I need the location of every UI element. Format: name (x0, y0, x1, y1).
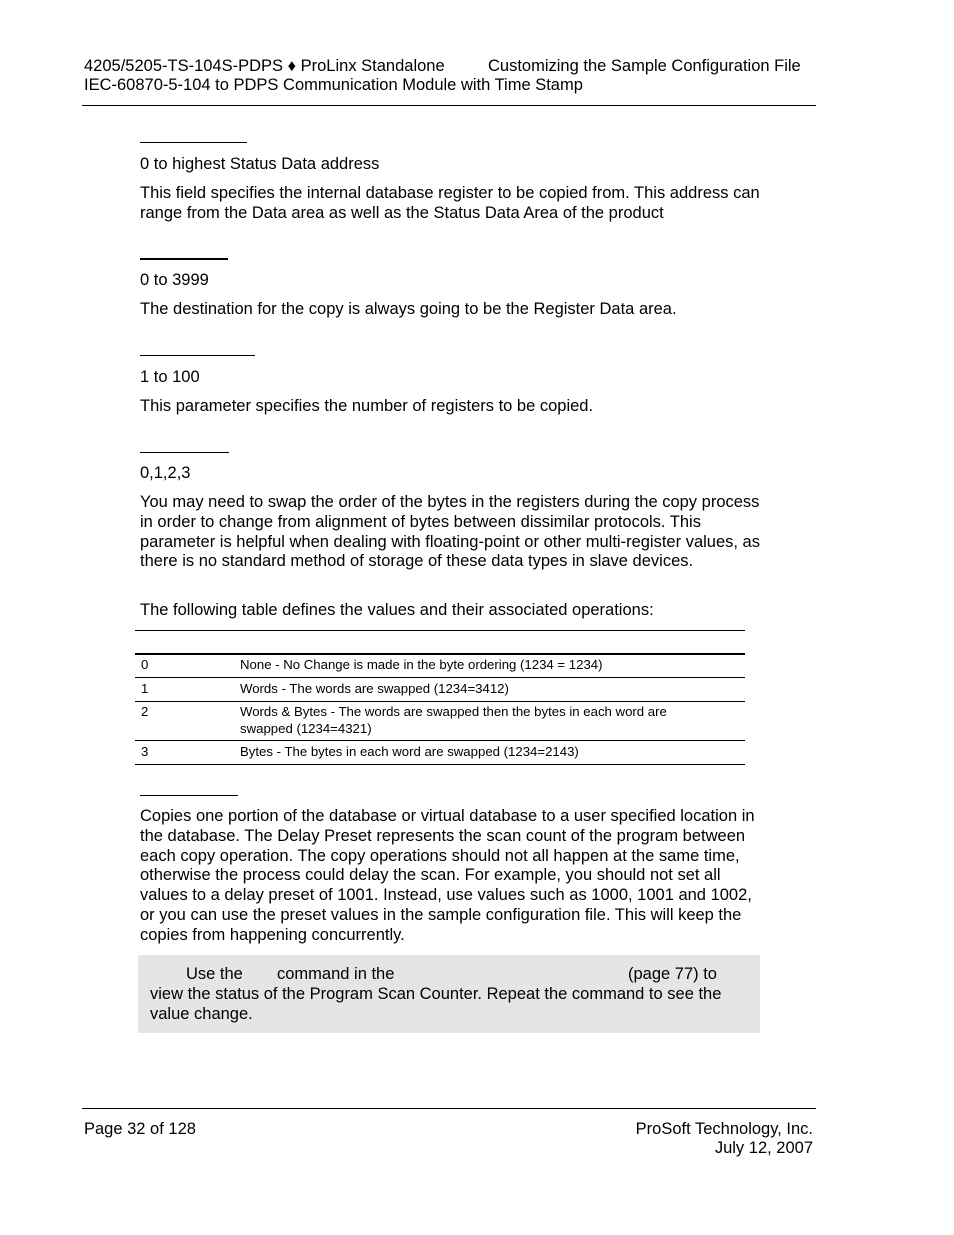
table-row-divider (135, 701, 745, 702)
header-product-title: 4205/5205-TS-104S-PDPS ♦ ProLinx Standalone (84, 57, 445, 75)
footer-page-number: Page 32 of 128 (84, 1120, 196, 1138)
footer-date: July 12, 2007 (714, 1139, 813, 1157)
section-heading-rule (140, 452, 229, 453)
table-row-divider (135, 740, 745, 741)
swap-operation: Words & Bytes - The words are swapped then the bytes in each word are swapped (1234=4321) (240, 704, 667, 736)
table-bottom-rule (135, 764, 745, 765)
header-chapter-title: Customizing the Sample Configuration File (488, 57, 801, 75)
swap-value: 2 (141, 704, 149, 719)
swap-operation: Bytes - The bytes in each word are swapped (1234=2143) (240, 744, 579, 759)
section-heading-rule (140, 258, 228, 260)
tip-note (138, 955, 760, 1033)
delay-preset-description: Copies one portion of the database or virtual database to a user specified location in the database. The Delay Preset represents the scan count of the program between each copy operation. The copy operations should not all happen at the same time, otherwise the process could delay the scan. For example, you should not set all values to a delay preset of 1001. Instead, use values such as 1000, 1001 and 1002, or you can use the preset values in the sample configuration file. This will keep the copies from happening concurrently. (140, 807, 755, 944)
section-heading-rule (140, 142, 247, 143)
section-range: 0 to highest Status Data address (140, 155, 380, 173)
swap-value: 1 (141, 681, 149, 696)
section-range: 0,1,2,3 (140, 464, 191, 482)
note-text-command-in-the: command in the (277, 965, 395, 983)
table-intro: The following table defines the values and their associated operations: (140, 601, 654, 619)
header-module-title: IEC-60870-5-104 to PDPS Communication Module with Time Stamp (84, 76, 583, 94)
header-divider (82, 105, 816, 106)
section-range: 0 to 3999 (140, 271, 209, 289)
table-header-rule (135, 653, 745, 655)
section-range: 1 to 100 (140, 368, 200, 386)
swap-operation: Words - The words are swapped (1234=3412) (240, 681, 509, 696)
table-top-rule (135, 630, 745, 631)
section-description: This field specifies the internal database register to be copied from. This address can range from the Data area as well as the Status Data Area of the product (140, 184, 760, 222)
section-heading-rule (140, 795, 238, 796)
section-description: You may need to swap the order of the bytes in the registers during the copy process in order to change from alignment of bytes between dissimilar protocols. This parameter is helpful when dealing with floating-point or other multi-register values, as there is no standard method of storage of these data types in slave devices. (140, 493, 760, 571)
section-heading-rule (140, 355, 255, 356)
table-row-divider (135, 677, 745, 678)
swap-value: 0 (141, 657, 149, 672)
note-text-page-ref: (page 77) to (628, 965, 717, 983)
note-text-body: view the status of the Program Scan Counter. Repeat the command to see the value change. (150, 985, 722, 1023)
section-description: This parameter specifies the number of registers to be copied. (140, 397, 594, 415)
footer-divider (82, 1108, 816, 1109)
swap-operation: None - No Change is made in the byte ordering (1234 = 1234) (240, 657, 603, 672)
footer-company: ProSoft Technology, Inc. (635, 1120, 813, 1138)
swap-value: 3 (141, 744, 149, 759)
section-description: The destination for the copy is always going to be the Register Data area. (140, 300, 677, 318)
note-text-use-the: Use the (186, 965, 243, 983)
